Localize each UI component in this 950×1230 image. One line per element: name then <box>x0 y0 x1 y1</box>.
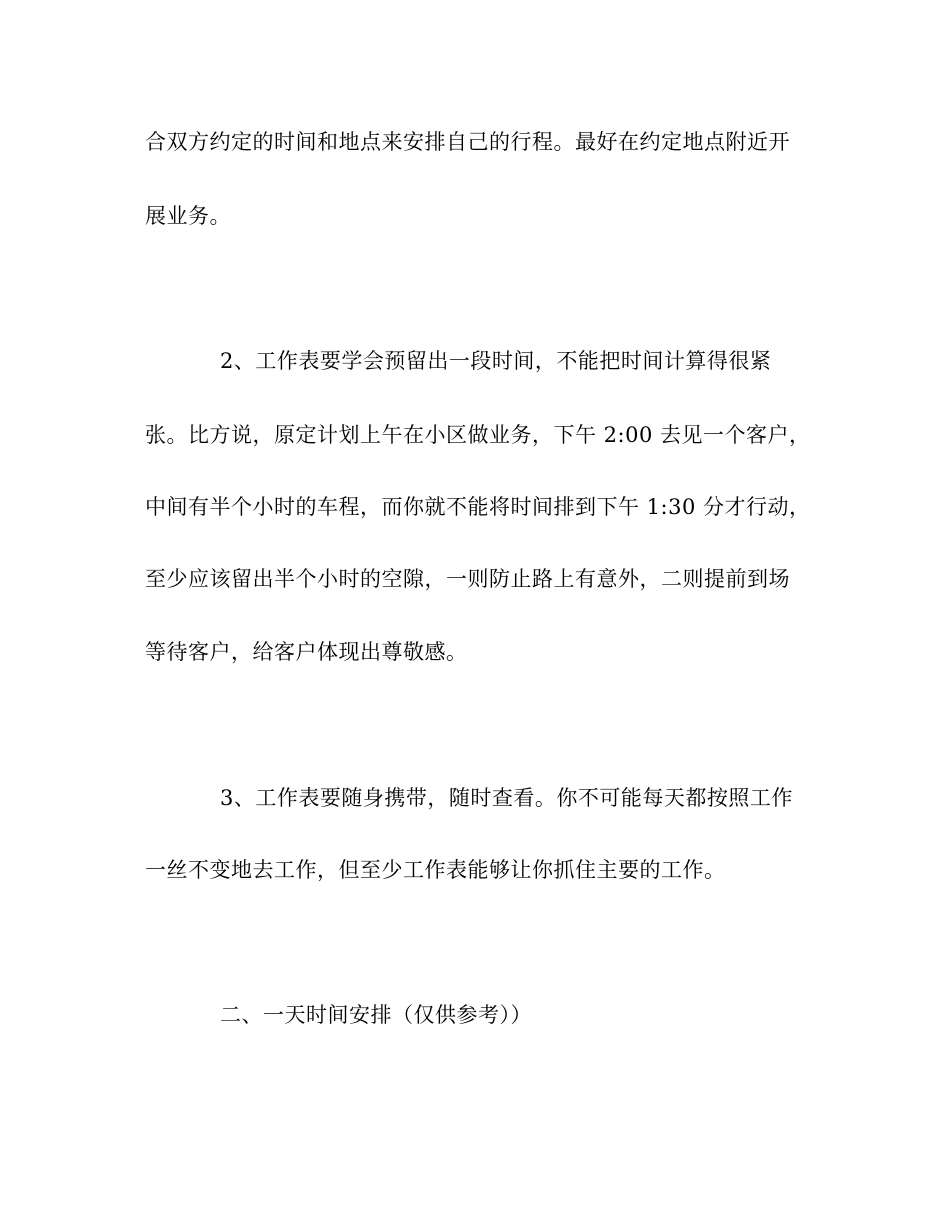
paragraph-line: 张。比方说，原定计划上午在小区做业务，下午 2:00 去见一个客户， <box>145 423 811 447</box>
paragraph-line: 2、工作表要学会预留出一段时间，不能把时间计算得很紧 <box>220 349 772 373</box>
section-heading: 二、一天时间安排（仅供参考）） <box>220 1003 532 1027</box>
paragraph-line: 合双方约定的时间和地点来安排自己的行程。最好在约定地点附近开 <box>145 130 790 154</box>
paragraph-line: 一丝不变地去工作，但至少工作表能够让你抓住主要的工作。 <box>145 858 726 882</box>
paragraph-line: 3、工作表要随身携带，随时查看。你不可能每天都按照工作 <box>220 786 793 810</box>
paragraph-line: 至少应该留出半个小时的空隙，一则防止路上有意外，二则提前到场 <box>145 567 790 591</box>
paragraph-line: 展业务。 <box>145 204 231 228</box>
paragraph-line: 中间有半个小时的车程，而你就不能将时间排到下午 1:30 分才行动， <box>145 495 811 519</box>
paragraph-line: 等待客户，给客户体现出尊敬感。 <box>145 640 468 664</box>
